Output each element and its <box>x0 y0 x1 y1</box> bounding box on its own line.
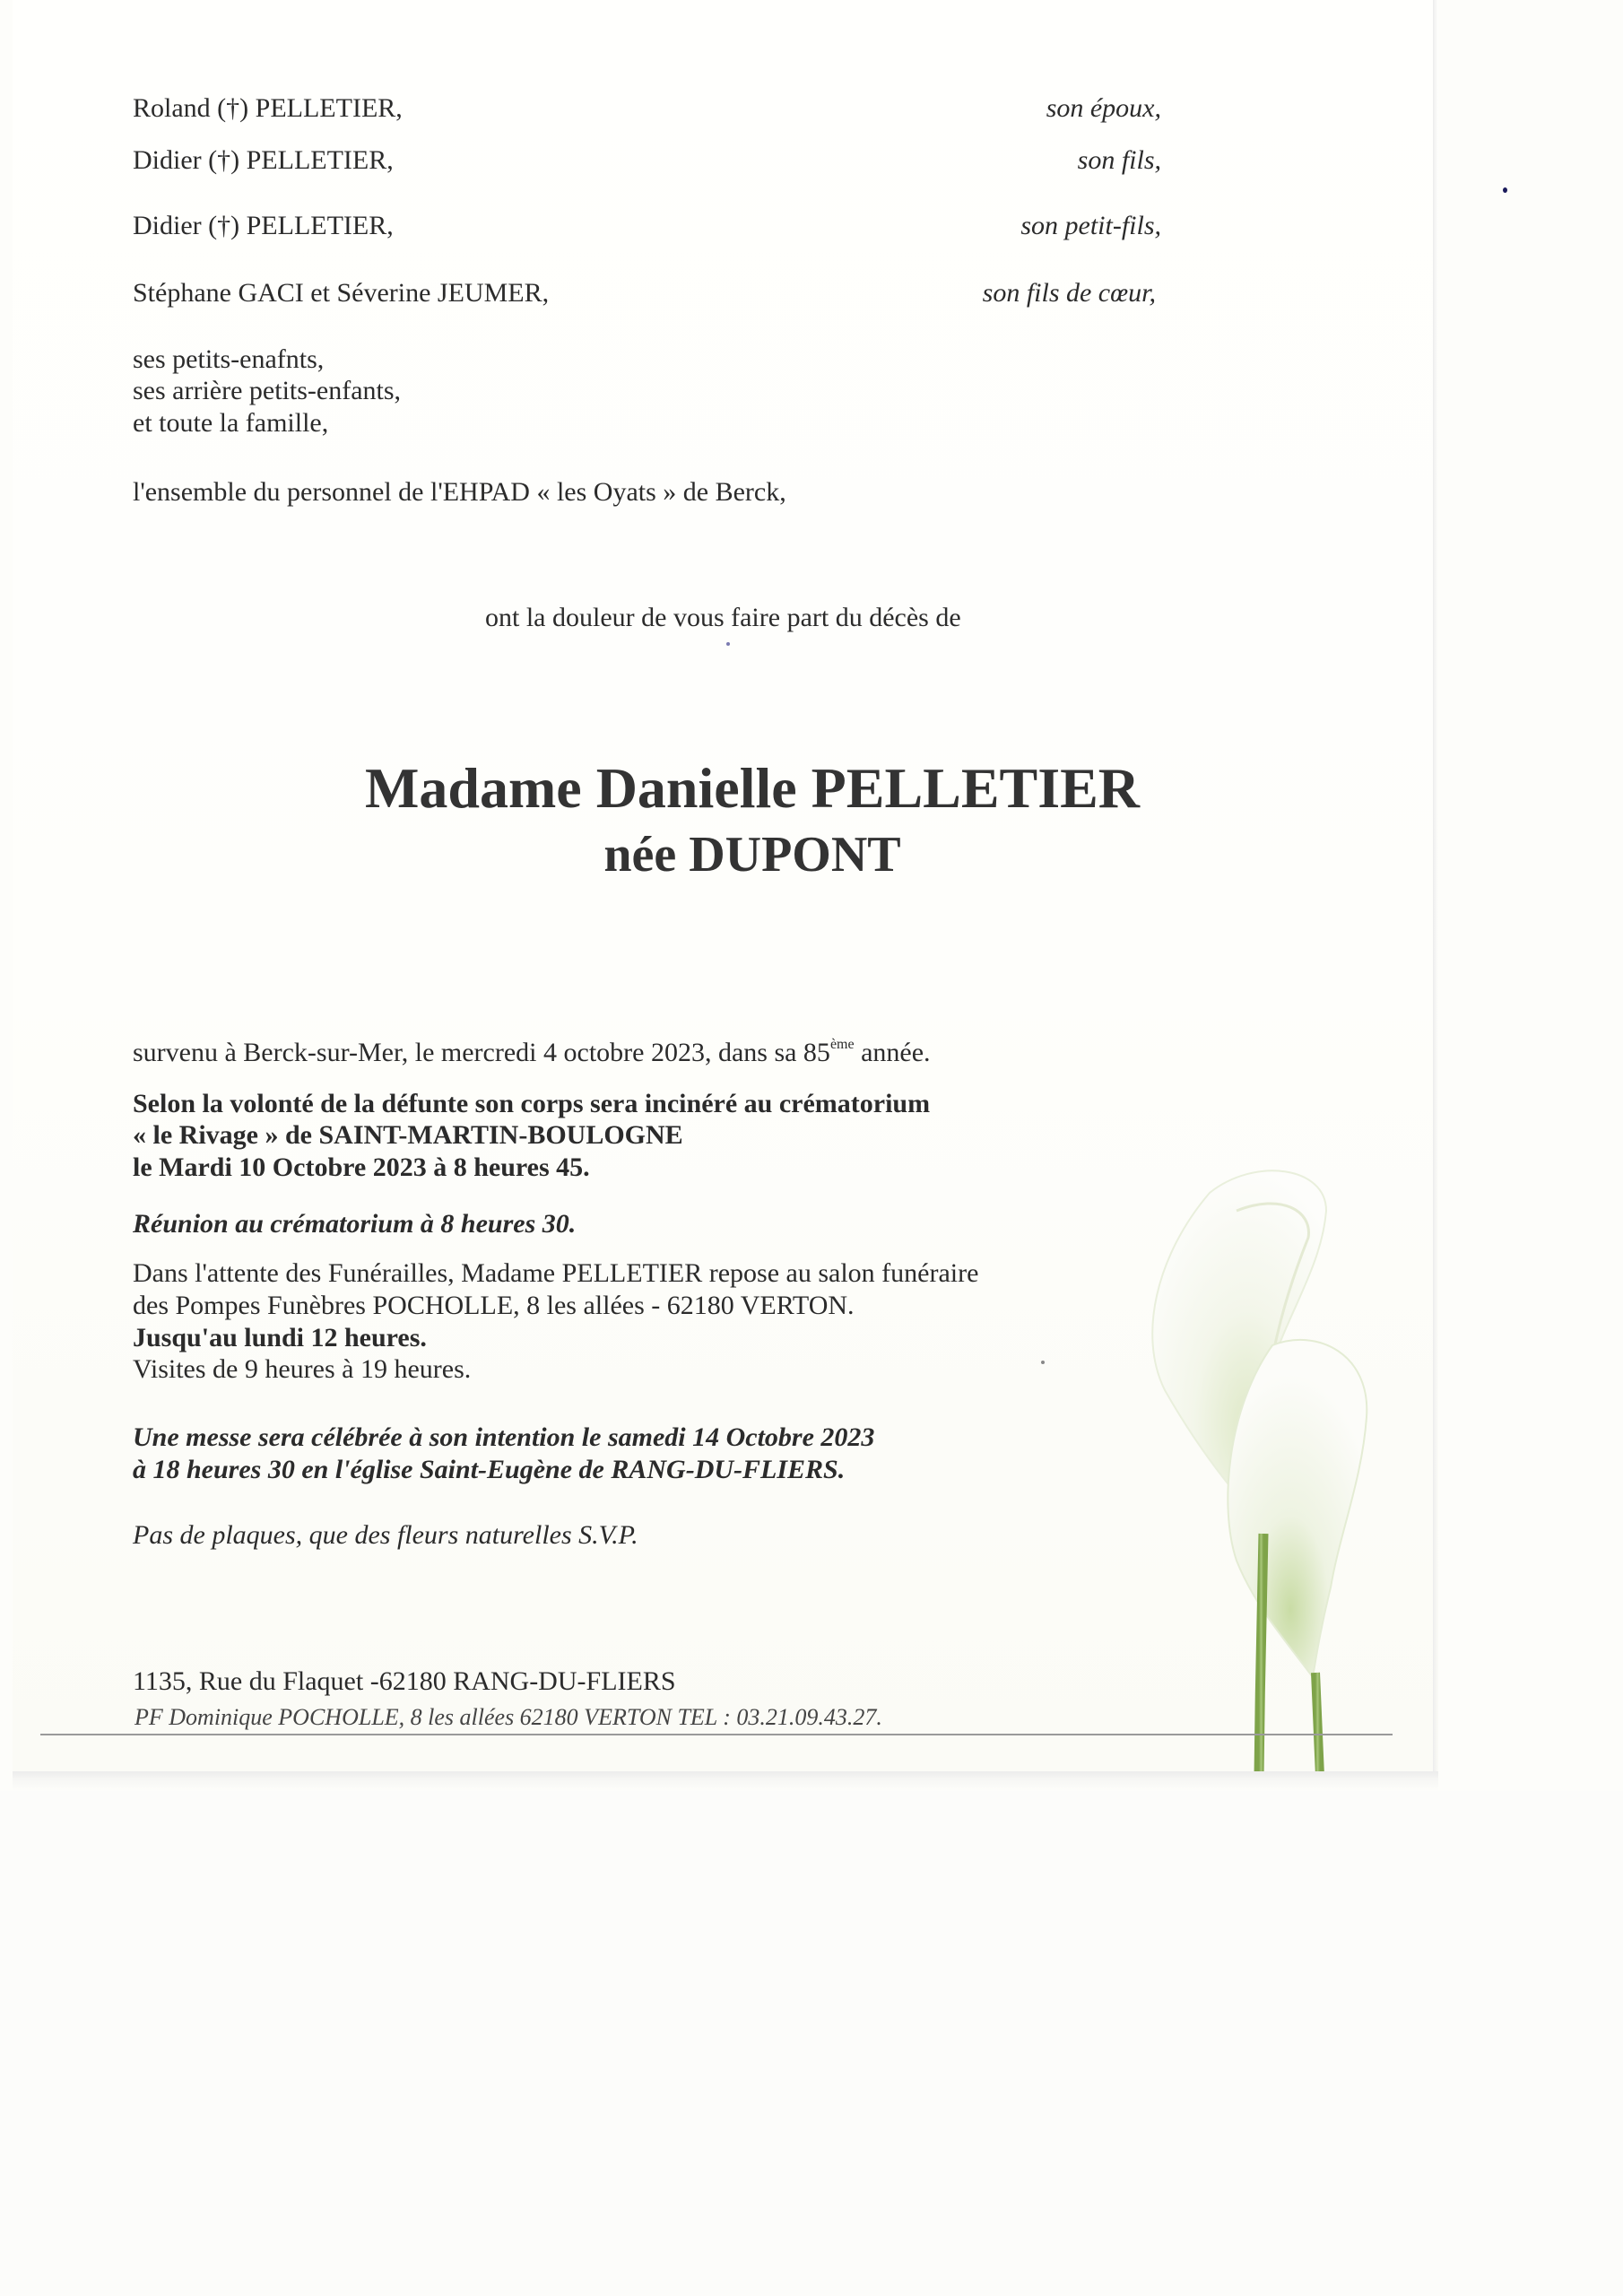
scan-speck <box>1503 187 1507 193</box>
flowers-note: Pas de plaques, que des fleurs naturelles S.V.P. <box>133 1520 638 1550</box>
family-name-1: Roland (†) PELLETIER, <box>133 93 403 123</box>
death-text-after: année. <box>854 1038 931 1067</box>
scan-speck <box>1041 1361 1045 1364</box>
death-superscript: ème <box>829 1037 855 1052</box>
reunion-line: Réunion au crématorium à 8 heures 30. <box>133 1209 577 1239</box>
cremation-line-1: Selon la volonté de la défunte son corps sera incinéré au crématorium <box>133 1089 931 1118</box>
sheet-edge-shadow <box>13 1771 1438 1791</box>
mass-line-2: à 18 heures 30 en l'église Saint-Eugène de RANG-DU-FLIERS. <box>133 1455 846 1484</box>
group-line-1: ses petits-enafnts, <box>133 344 325 374</box>
death-line <box>133 1038 931 1068</box>
calla-lily-icon <box>1102 1157 1398 1776</box>
family-relation-1: son époux, <box>1046 93 1161 123</box>
viewing-line-2: des Pompes Funèbres POCHOLLE, 8 les allées - 62180 VERTON. <box>133 1291 855 1320</box>
family-relation-4: son fils de cœur, <box>982 278 1156 308</box>
footer-divider <box>40 1734 1393 1735</box>
address-line: 1135, Rue du Flaquet -62180 RANG-DU-FLIERS <box>133 1666 676 1696</box>
cremation-line-2: « le Rivage » de SAINT-MARTIN-BOULOGNE <box>133 1120 683 1150</box>
viewing-line-3: Jusqu'au lundi 12 heures. <box>133 1323 427 1352</box>
funeral-home-line: PF Dominique POCHOLLE, 8 les allées 62180 VERTON TEL : 03.21.09.43.27. <box>135 1704 882 1730</box>
group-line-2: ses arrière petits-enfants, <box>133 376 402 405</box>
group-line-3: et toute la famille, <box>133 408 329 438</box>
family-name-2: Didier (†) PELLETIER, <box>133 145 394 175</box>
announcement-line: ont la douleur de vous faire part du décès de <box>485 603 961 632</box>
viewing-line-1: Dans l'attente des Funérailles, Madame PELLETIER repose au salon funéraire <box>133 1258 979 1288</box>
family-name-4: Stéphane GACI et Séverine JEUMER, <box>133 278 550 308</box>
deceased-maiden-name: née DUPONT <box>603 827 901 883</box>
death-text-before: survenu à Berck-sur-Mer, le mercredi 4 octobre 2023, dans sa 85 <box>133 1038 830 1067</box>
deceased-name: Madame Danielle PELLETIER <box>364 756 1141 820</box>
sheet-right-edge <box>1433 0 1438 1771</box>
cremation-line-3: le Mardi 10 Octobre 2023 à 8 heures 45. <box>133 1152 590 1182</box>
scan-speck <box>726 642 730 646</box>
scanner-bed-area <box>0 1791 1623 2296</box>
viewing-line-4: Visites de 9 heures à 19 heures. <box>133 1354 472 1384</box>
mass-line-1: Une messe sera célébrée à son intention le samedi 14 Octobre 2023 <box>133 1422 875 1452</box>
family-relation-3: son petit-fils, <box>1020 211 1161 240</box>
family-relation-2: son fils, <box>1077 145 1161 175</box>
staff-line: l'ensemble du personnel de l'EHPAD « les Oyats » de Berck, <box>133 477 786 507</box>
family-name-3: Didier (†) PELLETIER, <box>133 211 394 240</box>
obituary-sheet <box>13 0 1438 1771</box>
